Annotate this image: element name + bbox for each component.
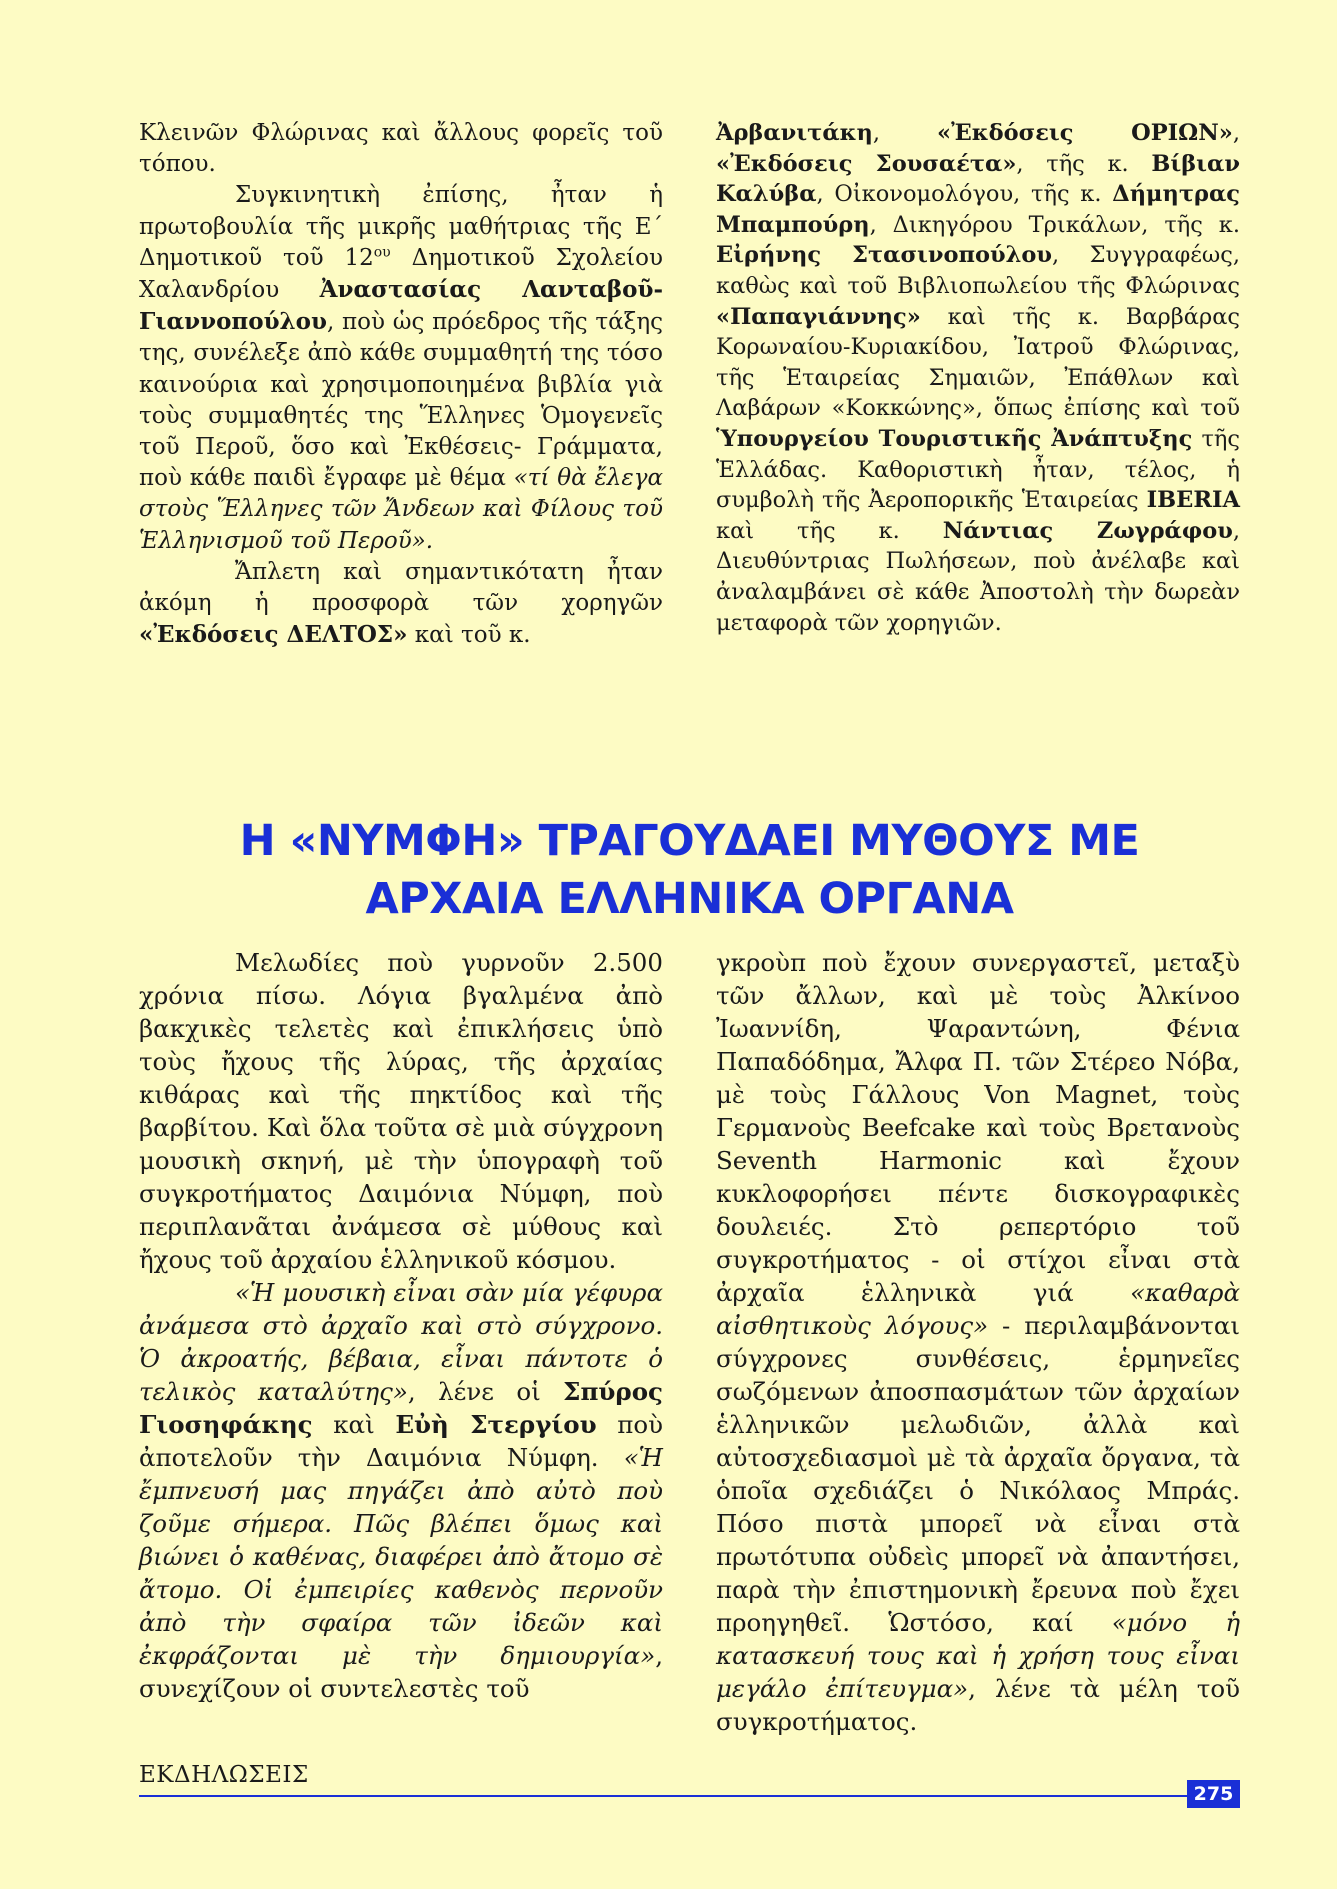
person-name: Εὐὴ Στεργίου (395, 1410, 597, 1439)
footer-rule (139, 1795, 1187, 1797)
paragraph (716, 946, 1240, 1738)
text-run: , Συγγραφέως, καθὼς καὶ τοῦ Βιβλιοπωλείου τῆς Φλώρινας (716, 242, 1240, 299)
top-right-column (716, 118, 1240, 638)
quote: «καθαρὰ αἰσθητικοὺς λόγους» (716, 1278, 1240, 1340)
superscript: ου (373, 244, 391, 261)
sponsor-name: Νάντιας Ζωγράφου (942, 517, 1233, 544)
paragraph (139, 180, 663, 556)
bottom-left-column (139, 946, 663, 1705)
sponsor-name: Ἀρβανιτάκη (716, 120, 873, 146)
sponsor-name: «Ἐκδόσεις Σουσαέτα» (716, 150, 1017, 177)
text-run: , (1232, 120, 1240, 146)
quote: «τί θὰ ἔλεγα στοὺς Ἕλληνες τῶν Ἄνδεων καὶ Φίλους τοῦ Ἑλληνισμοῦ τοῦ Περοῦ». (139, 465, 663, 554)
sponsor-name: Εἰρήνης Στασινοπούλου (716, 242, 1053, 269)
headline-line: Η «ΝΥΜΦΗ» ΤΡΑΓΟΥΔΑΕΙ ΜΥΘΟΥΣ ΜΕ (239, 816, 1140, 866)
text-run: Ἄπλετη καὶ σημαντικότατη ἦταν ἀκόμη ἡ προσφορὰ τῶν χορηγῶν (139, 558, 663, 617)
page-number: 275 (1187, 1780, 1240, 1808)
person-name: Ἀναστασίας Λανταβοῦ- Γιαννοπούλου (139, 276, 663, 336)
text-run: καὶ τῆς κ. (716, 517, 943, 544)
paragraph (139, 557, 663, 652)
text-run: , λένε οἱ (407, 1377, 564, 1406)
text-run: ποὺ ἀποτελοῦν τὴν Δαιμόνια Νύμφη. (139, 1410, 663, 1472)
quote: «μόνο ἡ κατασκευή τους καὶ ἡ χρήση τους εἶναι μεγάλο ἐπίτευγμα» (716, 1608, 1240, 1703)
text-run: , (872, 120, 938, 146)
text-run: , συνεχίζουν οἱ συντελεστὲς τοῦ (139, 1641, 663, 1703)
sponsor-name: Δήμητρας Μπαμπούρη (716, 181, 1240, 238)
text-run: , Διευθύντριας Πωλήσεων, ποὺ ἀνέλαβε καὶ ἀναλαμβάνει σὲ κάθε Ἀποστολὴ τὴν δωρεὰν μεταφορὰ τῶν χορηγιῶν. (716, 517, 1241, 636)
text-run: γκροὺπ ποὺ ἔχουν συνεργαστεῖ, μεταξὺ τῶν ἄλλων, καὶ μὲ τοὺς Ἀλκίνοο Ἰωαννίδη, Ψαραντώνη, Φένια Παπαδόδημα, Ἄλφα Π. τῶν Στέρεο Νόβα, μὲ τοὺς Γάλλους Von Magnet, τοὺς Γερμανοὺς Beefcake καὶ τοὺς Βρετανοὺς Seventh Harmonic καὶ ἔχουν κυκλοφορήσει πέντε δισκογραφικὲς δουλειές. Στὸ ρεπερτόριο τοῦ συγκροτήματος - οἱ στίχοι εἶναι στὰ ἀρχαῖα ἑλληνικὰ γιά (716, 948, 1240, 1307)
sponsor-name: «Ἐκδόσεις ΟΡΙΩΝ» (937, 120, 1233, 146)
text-run: καὶ τῆς κ. Βαρβάρας Κορωναίου-Κυριακίδου, Ἰατροῦ Φλώρινας, τῆς Ἑταιρείας Σημαιῶν, Ἐπάθλων καὶ Λαβάρων «Κοκκώνης», ὅπως ἐπίσης καὶ τοῦ (716, 303, 1240, 422)
paragraph: Κλεινῶν Φλώρινας καὶ ἄλλους φορεῖς τοῦ τόπου. (139, 120, 663, 178)
text-run: , Δικηγόρου Τρικάλων, τῆς κ. (869, 211, 1240, 238)
paragraph: Μελωδίες ποὺ γυρνοῦν 2.500 χρόνια πίσω. Λόγια βγαλμένα ἀπὸ βακχικὲς τελετὲς καὶ ἐπικλήσεις ὑπὸ τοὺς ἤχους τῆς λύρας, τῆς ἀρχαίας κιθάρας καὶ τῆς πηκτίδος καὶ τῆς βαρβίτου. Καὶ ὅλα τοῦτα σὲ μιὰ σύγχρονη μουσικὴ σκηνή, μὲ τὴν ὑπογραφὴ τοῦ συγκροτήματος Δαιμόνια Νύμφη, ποὺ περιπλανᾶται ἀνάμεσα σὲ μύθους καὶ ἤχους τοῦ ἀρχαίου ἑλληνικοῦ κόσμου. (139, 948, 663, 1274)
text-run: καὶ (312, 1410, 396, 1439)
quote: «Ἡ ἔμπνευσή μας πηγάζει ἀπὸ αὐτὸ ποὺ ζοῦμε σήμερα. Πῶς βλέπει ὅμως καὶ βιώνει ὁ καθένας, διαφέρει ἀπὸ ἄτομο σὲ ἄτομο. Οἱ ἐμπειρίες καθενὸς περνοῦν ἀπὸ τὴν σφαίρα τῶν ἰδεῶν καὶ ἐκφράζονται μὲ τὴν δημιουργία» (139, 1443, 663, 1670)
text-run: - περιλαμβάνονται σύγχρονες συνθέσεις, ἑρμηνεῖες σωζόμενων ἀποσπασμάτων τῶν ἀρχαίων ἑλληνικῶν μελωδιῶν, ἀλλὰ καὶ αὐτοσχεδιασμοὶ μὲ τὰ ἀρχαῖα ὄργανα, τὰ ὁποῖα σχεδιάζει ὁ Νικόλαος Μπράς. Πόσο πιστὰ μπορεῖ νὰ εἶναι στὰ πρωτότυπα οὐδεὶς μπορεῖ νὰ ἀπαντήσει, παρὰ τὴν ἐπιστημονικὴ ἔρευνα ποὺ ἔχει προηγηθεῖ. Ὡστόσο, καί (716, 1311, 1240, 1637)
text-run: , λένε τὰ μέλη τοῦ συγκροτήματος. (716, 1674, 1240, 1736)
sponsor-name: IBERIA (1146, 487, 1240, 514)
sponsor-name: «Ἐκδόσεις ΔΕΛΤΟΣ» (139, 621, 408, 649)
person-name: Σπύρος Γιοσηφάκης (139, 1377, 663, 1439)
article-headline (139, 812, 1240, 928)
text-run: τῆς Ἑλλάδας. Καθοριστικὴ ἦταν, τέλος, ἡ συμβολὴ τῆς Ἀεροπορικῆς Ἑταιρείας (716, 425, 1240, 514)
text-run: , τῆς κ. (1016, 150, 1152, 177)
bottom-right-column (716, 946, 1240, 1738)
text-run: Δημοτικοῦ Σχολείου Χαλανδρίου (139, 244, 664, 304)
top-left-column (139, 118, 663, 651)
sponsor-name: Βίβιαν Καλύβα (716, 150, 1240, 208)
text-run: , ποὺ ὡς πρόεδρος τῆς τάξης της, συνέλεξε ἀπὸ κάθε συμμαθητή της τόσο καινούρια καὶ χρησιμοποιημένα βιβλία γιὰ τοὺς συμμαθητές της Ἕλληνες Ὁμογενεῖς τοῦ Περοῦ, ὅσο καὶ Ἐκθέσεις- Γράμματα, ποὺ κάθε παιδὶ ἔγραφε μὲ θέμα (139, 309, 663, 492)
sponsor-name: «Παπαγιάννης» (716, 303, 921, 330)
quote: «Ἡ μουσικὴ εἶναι σὰν μία γέφυρα ἀνάμεσα στὸ ἀρχαῖο καὶ στὸ σύγχρονο. Ὁ ἀκροατής, βέβαια, εἶναι πάντοτε ὁ τελικὸς καταλύτης» (139, 1278, 663, 1406)
text-run: Συγκινητικὴ ἐπίσης, ἦταν ἡ πρωτοβουλία τῆς μικρῆς μαθήτριας τῆς Ε΄ Δημοτικοῦ τοῦ 12 (139, 182, 663, 271)
paragraph (716, 118, 1240, 638)
section-label: ΕΚΔΗΛΩΣΕΙΣ (139, 1762, 309, 1788)
paragraph (139, 1276, 663, 1705)
text-run: , Οἰκονομολόγου, τῆς κ. (816, 181, 1113, 208)
headline-line: ΑΡΧΑΙΑ ΕΛΛΗΝΙΚΑ ΟΡΓΑΝΑ (365, 874, 1014, 924)
text-run: καὶ τοῦ κ. (407, 622, 531, 649)
sponsor-name: Ὑπουργείου Τουριστικῆς Ἀνάπτυξης (716, 425, 1193, 452)
